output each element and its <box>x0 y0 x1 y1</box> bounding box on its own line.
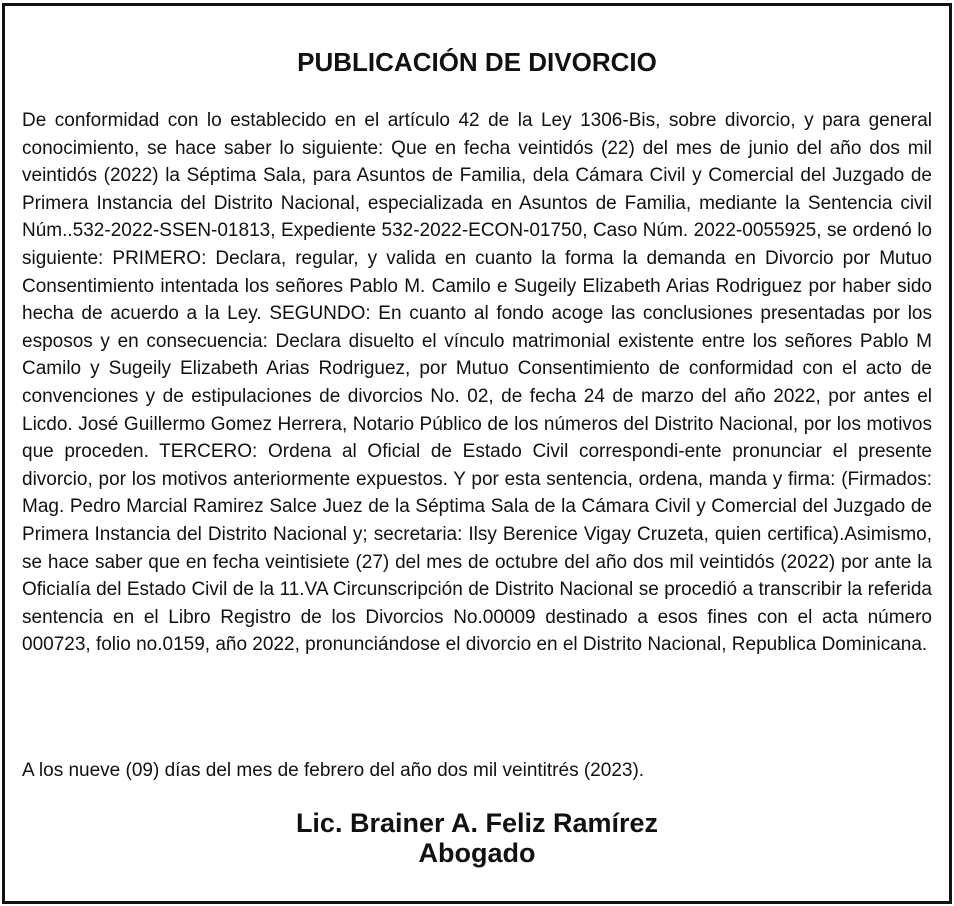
notice-title: PUBLICACIÓN DE DIVORCIO <box>297 47 657 77</box>
notice-body: De conformidad con lo establecido en el artículo 42 de la Ley 1306-Bis, sobre divorcio, y para general conocimiento, se hace saber lo siguiente: Que en fecha veintidós (22) del mes de junio del año dos mil veintidós (2022) la Séptima Sala, para Asuntos de Familia, dela Cámara Civil y Comercial del Juzgado de Primera Instancia del Distrito Nacional, especializada en Asuntos de Familia, mediante la Sentencia civil Núm..532-2022-SSEN-01813, Expediente 532-2022-ECON-01750, Caso Núm. 2022-0055925, se ordenó lo siguiente: PRIMERO: Declara, regular, y valida en cuanto la forma la demanda en Divorcio por Mutuo Consentimiento intentada los señores Pablo M. Camilo e Sugeily Elizabeth Arias Rodriguez por haber sido hecha de acuerdo a la Ley. SEGUNDO: En cuanto al fondo acoge las conclusiones presentadas por los esposos y en consecuencia: Declara disuelto el vínculo matrimonial existente entre los señores Pablo M Camilo y Sugeily Elizabeth Arias Rodriguez, por Mutuo Consentimiento de conformidad con el acto de convenciones y de estipulaciones de divorcios No. 02, de fecha 24 de marzo del año 2022, por antes el Licdo. José Guillermo Gomez Herrera, Notario Público de los números del Distrito Nacional, por los motivos que proceden. TERCERO: Ordena al Oficial de Estado Civil correspondi-ente pronunciar el presente divorcio, por los motivos anteriormente expuestos. Y por esta sentencia, ordena, manda y firma: (Firmados: Mag. Pedro Marcial Ramirez Salce Juez de la Séptima Sala de la Cámara Civil y Comercial del Juzgado de Primera Instancia del Distrito Nacional y; secretaria: Ilsy Berenice Vigay Cruzeta, quien certifica).Asimismo, se hace saber que en fecha veintisiete (27) del mes de octubre del año dos mil veintidós (2022) por ante la Oficialía del Estado Civil de la 11.VA Circunscripción de Distrito Nacional se procedió a transcribir la referida sentencia en el Libro Registro de los Divorcios No.00009 destinado a esos fines con el acta número 000723, folio no.0159, año 2022, pronunciándose el divorcio en el Distrito Nacional, Republica Dominicana. <box>22 110 932 656</box>
notice-frame <box>2 3 952 904</box>
signature-name: Lic. Brainer A. Feliz Ramírez <box>295 808 659 838</box>
signature-role: Abogado <box>418 838 536 868</box>
notice-date-line: A los nueve (09) días del mes de febrero del año dos mil veintitrés (2023). <box>22 760 645 781</box>
